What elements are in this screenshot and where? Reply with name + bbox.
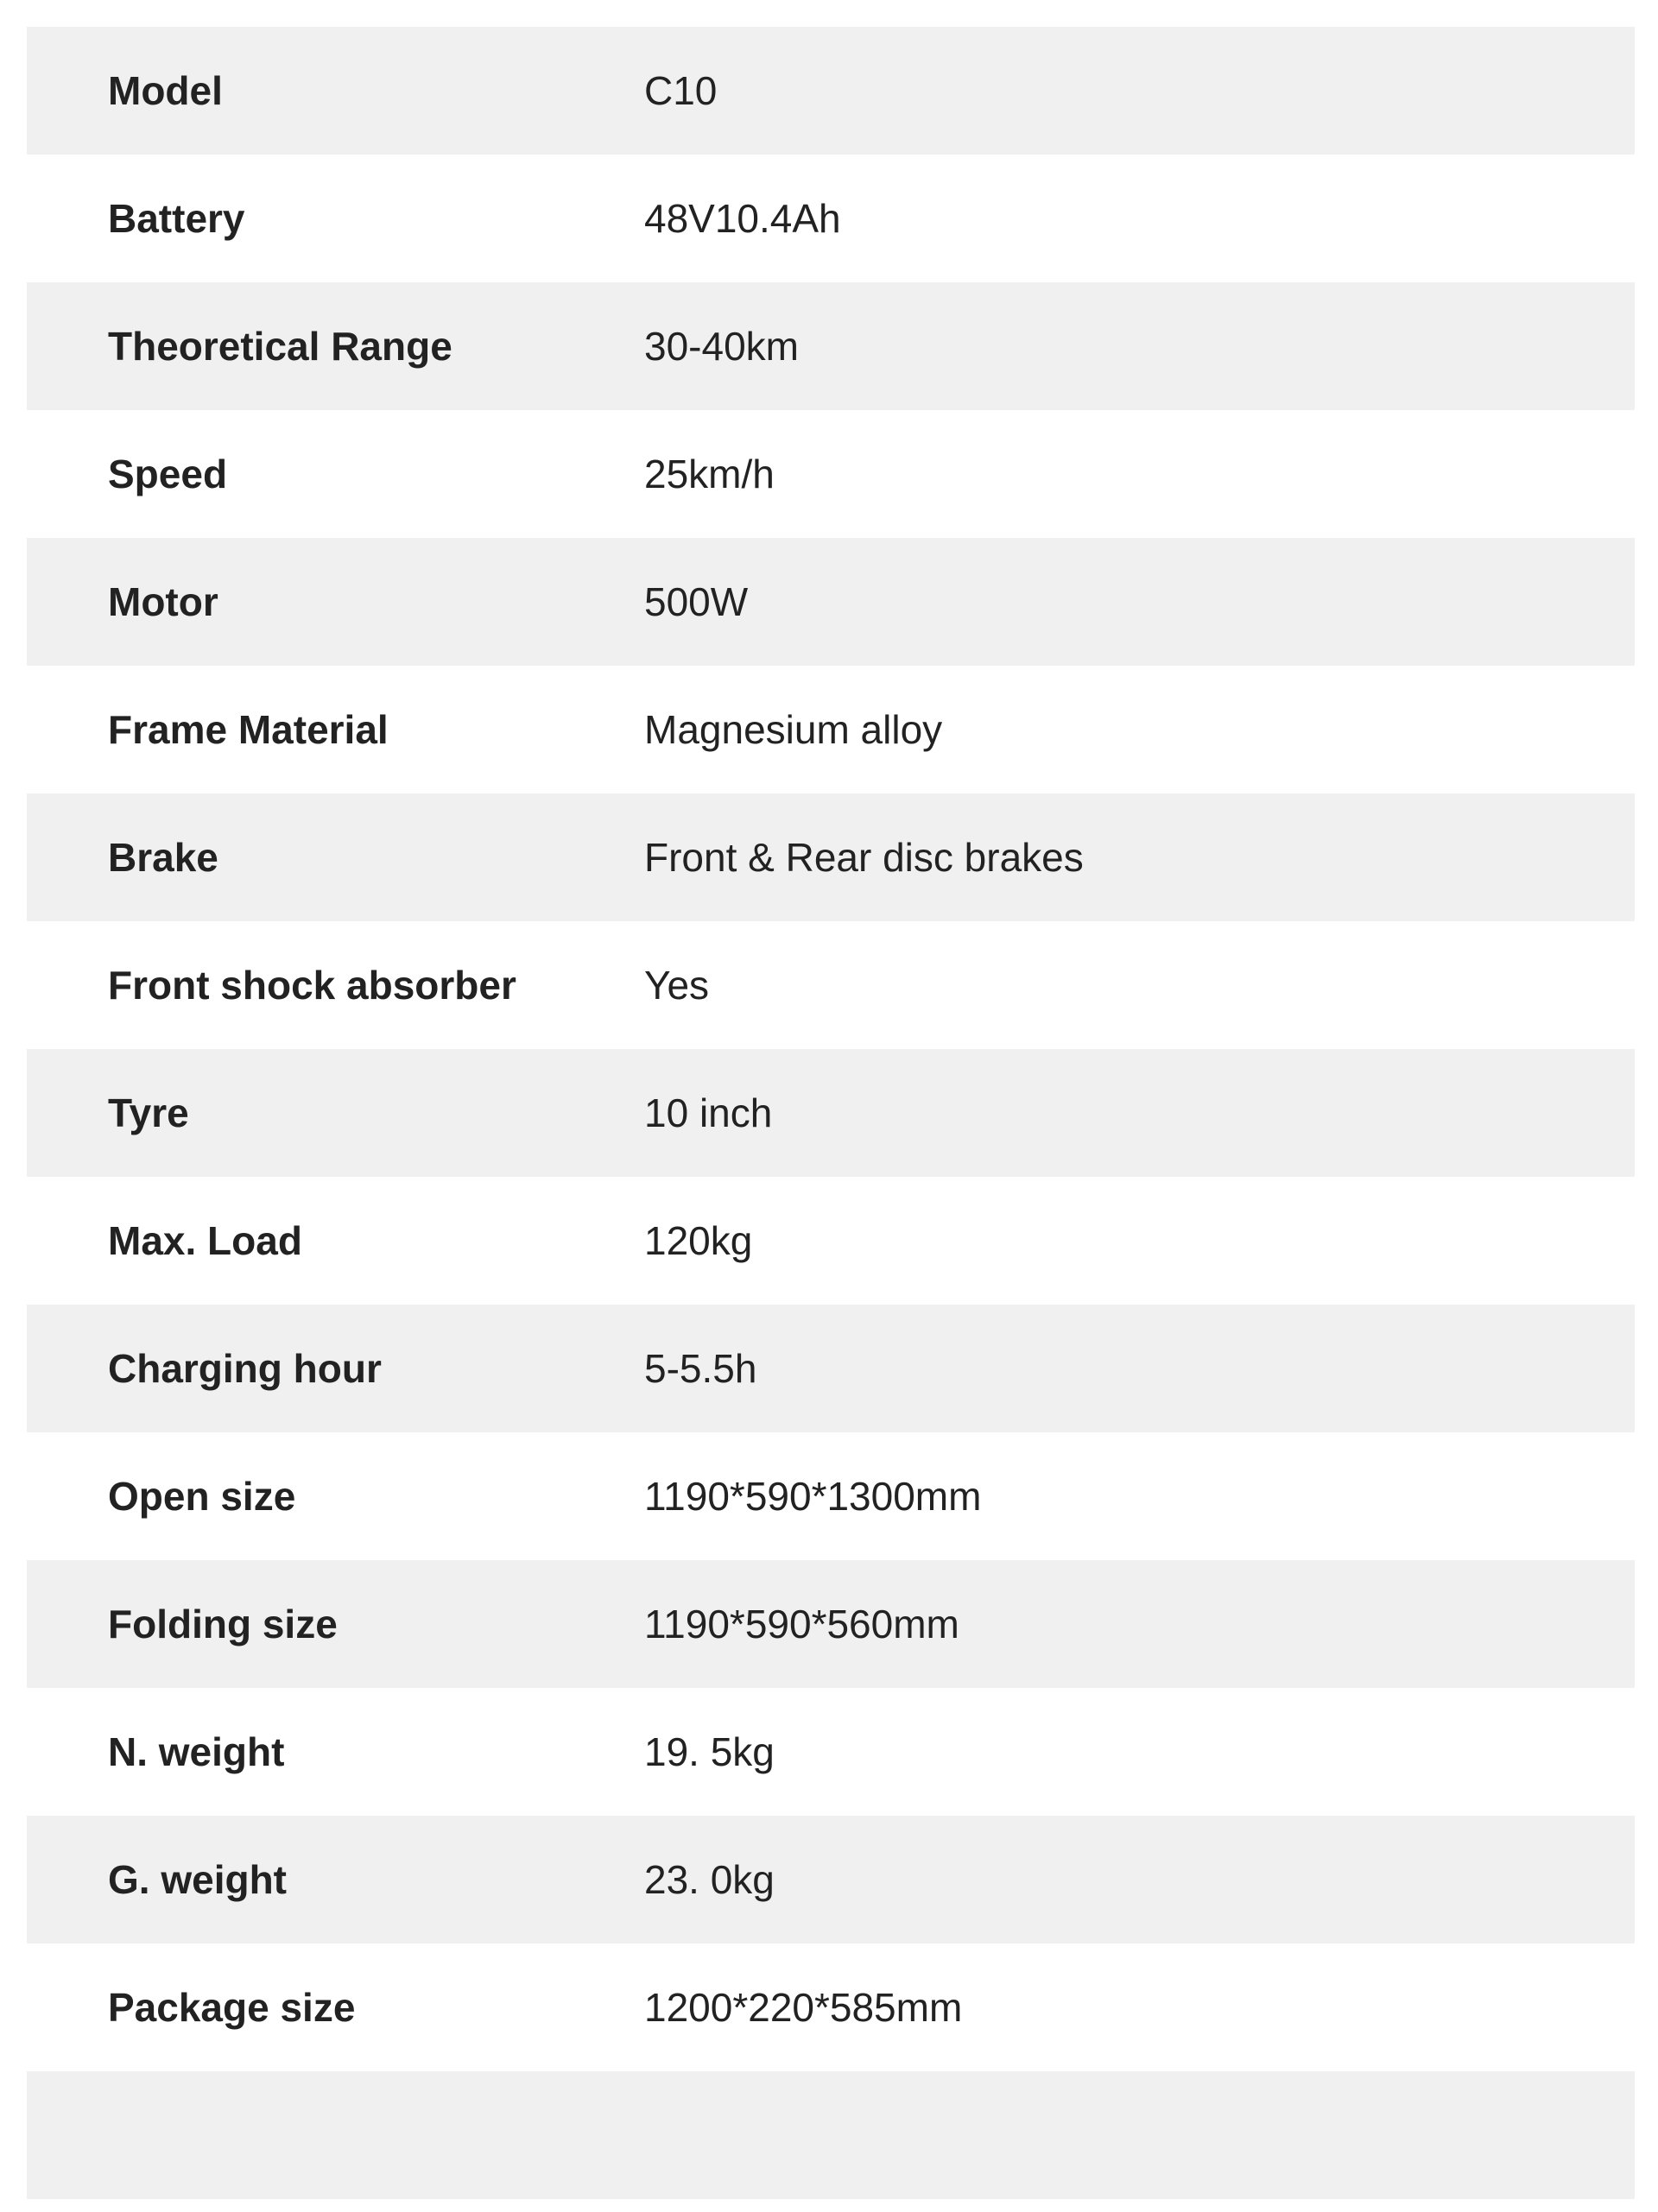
spec-label: Front shock absorber — [27, 921, 644, 1049]
spec-label: Brake — [27, 793, 644, 921]
spec-label: Package size — [27, 1943, 644, 2071]
spec-label: Tyre — [27, 1049, 644, 1177]
spec-value: 1190*590*1300mm — [644, 1432, 1635, 1560]
spec-label: Charging hour — [27, 1305, 644, 1432]
spec-label: N. weight — [27, 1688, 644, 1816]
table-row — [27, 1688, 1635, 1816]
spec-label: Max. Load — [27, 1177, 644, 1305]
spec-value: 19. 5kg — [644, 1688, 1635, 1816]
spec-label: Battery — [27, 155, 644, 282]
spec-value: Front & Rear disc brakes — [644, 793, 1635, 921]
spec-value: 1200*220*585mm — [644, 1943, 1635, 2071]
spec-value: 30-40km — [644, 282, 1635, 410]
table-row — [27, 410, 1635, 538]
spec-label: Motor — [27, 538, 644, 666]
spec-label: Theoretical Range — [27, 282, 644, 410]
spec-value: 25km/h — [644, 410, 1635, 538]
table-row — [27, 1943, 1635, 2071]
table-row — [27, 282, 1635, 410]
spec-value: C10 — [644, 27, 1635, 155]
spec-label — [27, 2071, 644, 2199]
spec-label: Model — [27, 27, 644, 155]
spec-value: 1190*590*560mm — [644, 1560, 1635, 1688]
spec-value: 10 inch — [644, 1049, 1635, 1177]
spec-value: 120kg — [644, 1177, 1635, 1305]
spec-value: 500W — [644, 538, 1635, 666]
table-row — [27, 538, 1635, 666]
spec-value: Magnesium alloy — [644, 666, 1635, 793]
table-row — [27, 1560, 1635, 1688]
spec-label: Folding size — [27, 1560, 644, 1688]
table-row — [27, 1305, 1635, 1432]
spec-label: Speed — [27, 410, 644, 538]
table-row — [27, 921, 1635, 1049]
spec-label: G. weight — [27, 1816, 644, 1943]
table-row — [27, 1432, 1635, 1560]
spec-table — [27, 27, 1635, 2199]
spec-value: 23. 0kg — [644, 1816, 1635, 1943]
spec-value: 5-5.5h — [644, 1305, 1635, 1432]
spec-value — [644, 2071, 1635, 2199]
table-row — [27, 27, 1635, 155]
table-row — [27, 1049, 1635, 1177]
table-row — [27, 666, 1635, 793]
table-row — [27, 155, 1635, 282]
table-row — [27, 1177, 1635, 1305]
table-row — [27, 1816, 1635, 1943]
spec-value: 48V10.4Ah — [644, 155, 1635, 282]
spec-value: Yes — [644, 921, 1635, 1049]
spec-label: Open size — [27, 1432, 644, 1560]
spec-label: Frame Material — [27, 666, 644, 793]
table-row — [27, 793, 1635, 921]
table-row-empty — [27, 2071, 1635, 2199]
